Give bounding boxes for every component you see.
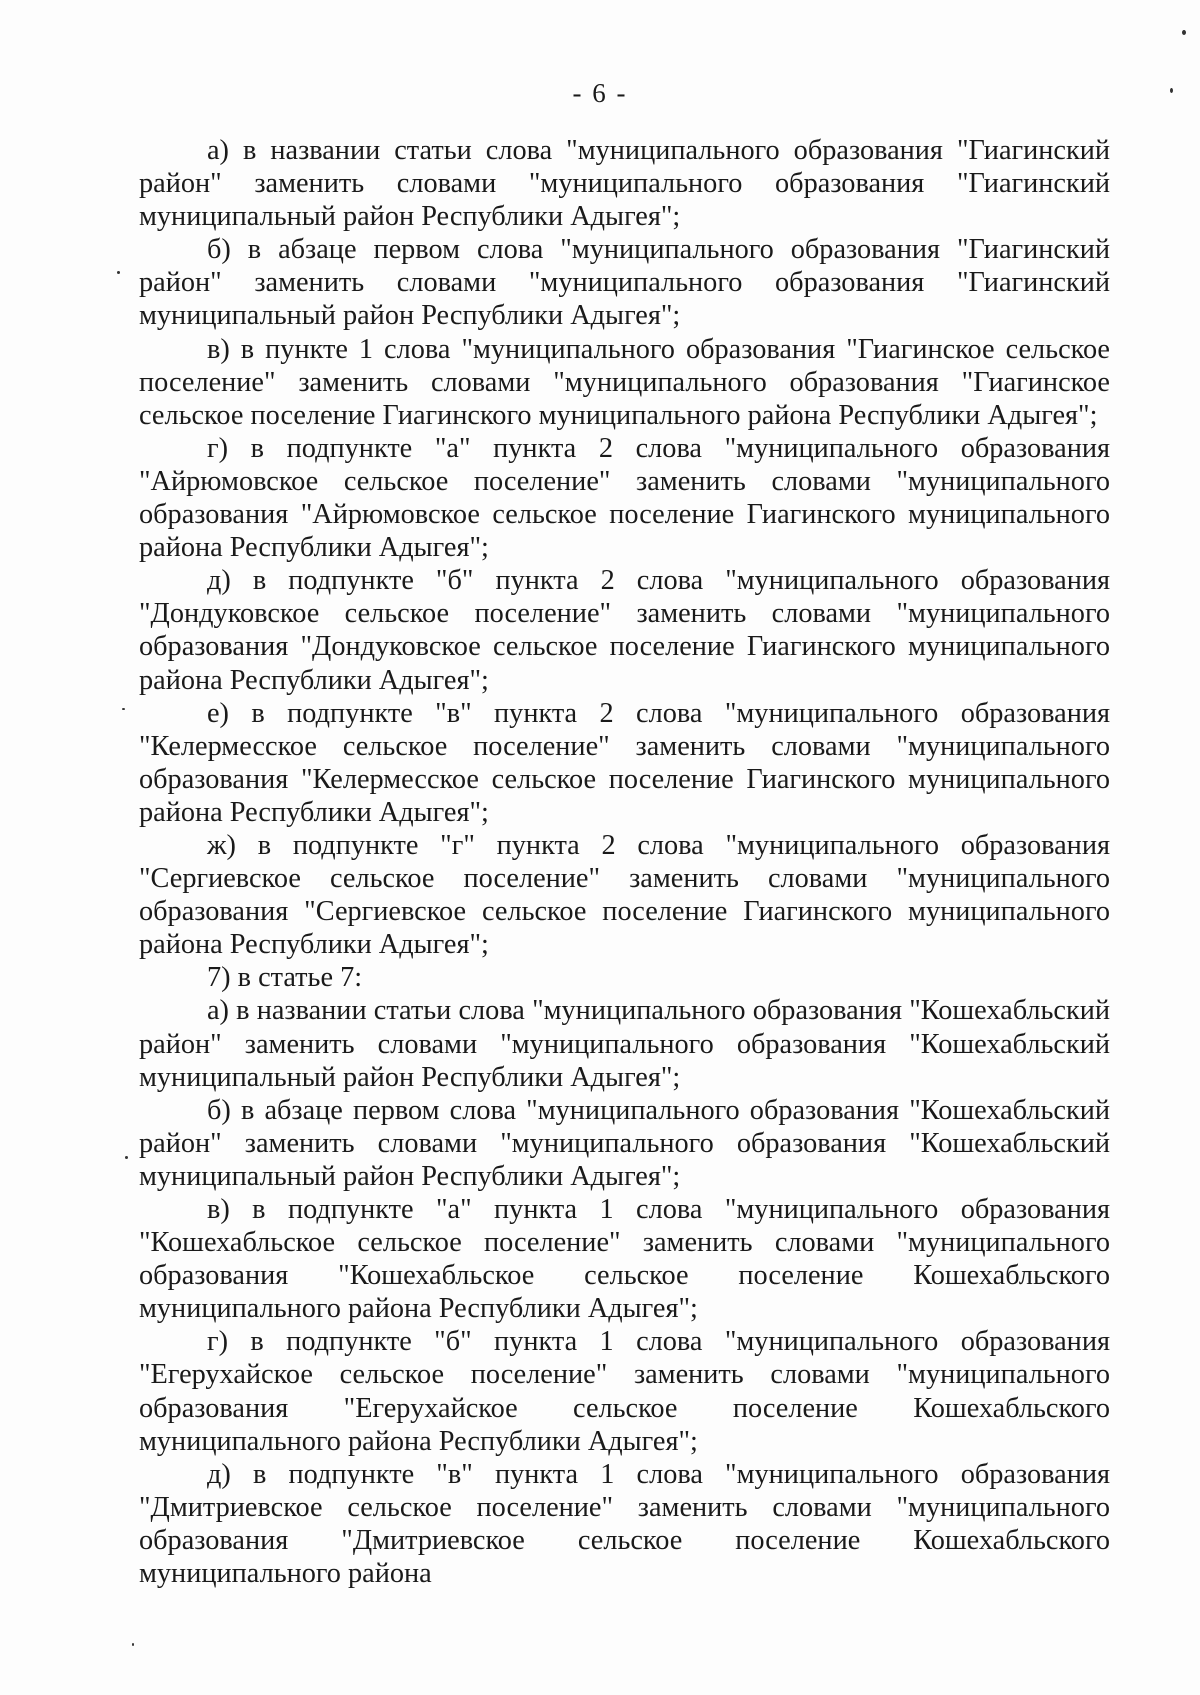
paragraph-zh-subitem-g: ж) в подпункте "г" пункта 2 слова "муниципального образования "Сергиевское сельское поселение" заменить словами "муниципального образования "Сергиевское сельское поселение Гиагинского муниципального района Республики Адыгея"; <box>139 829 1110 961</box>
paragraph-b-first-clause: б) в абзаце первом слова "муниципального образования "Гиагинский район" заменить словами "муниципального образования "Гиагинский муниципальный район Республики Адыгея"; <box>139 234 1110 332</box>
document-body <box>139 134 1110 1590</box>
scan-speck <box>125 1156 128 1159</box>
paragraph-d-subitem-b: д) в подпункте "б" пункта 2 слова "муниципального образования "Дондуковское сельское поселение" заменить словами "муниципального образования "Дондуковское сельское поселение Гиагинского муниципального района Республики Адыгея"; <box>139 565 1110 696</box>
paragraph-d-article-7-subitem-v: д) в подпункте "в" пункта 1 слова "муниципального образования "Дмитриевское сельское поселение" заменить словами "муниципального образования "Дмитриевское сельское поселение Кошехабльского муниципального района <box>139 1458 1110 1590</box>
paragraph-b-article-7-first-clause: б) в абзаце первом слова "муниципального образования "Кошехабльский район" заменить словами "муниципального образования "Кошехабльский муниципальный район Республики Адыгея"; <box>139 1094 1110 1192</box>
paragraph-g-subitem-a: г) в подпункте "а" пункта 2 слова "муниципального образования "Айрюмовское сельское поселение" заменить словами "муниципального образования "Айрюмовское сельское поселение Гиагинского муниципального района Республики Адыгея"; <box>139 432 1110 564</box>
paragraph-e-subitem-v: е) в подпункте "в" пункта 2 слова "муниципального образования "Келермесское сельское поселение" заменить словами "муниципального образования "Келермесское сельское поселение Гиагинского муниципального района Республики Адыгея"; <box>139 697 1110 828</box>
scan-speck <box>117 271 120 274</box>
section-heading-article-7: 7) в статье 7: <box>207 962 363 994</box>
paragraph-a-article-7-title: а) в названии статьи слова "муниципального образования "Кошехабльский район" заменить словами "муниципального образования "Кошехабльский муниципальный район Республики Адыгея"; <box>139 995 1110 1093</box>
paragraph-v-article-7-subitem-a: в) в подпункте "а" пункта 1 слова "муниципального образования "Кошехабльское сельское поселение" заменить словами "муниципального образования "Кошехабльское сельское поселение Кошехабльского муниципального района Республики Адыгея"; <box>139 1194 1110 1325</box>
paragraph-v-item-1: в) в пункте 1 слова "муниципального образования "Гиагинское сельское поселение" заменить словами "муниципального образования "Гиагинское сельское поселение Гиагинского муниципального района Республики Адыгея"; <box>139 333 1110 431</box>
paragraph-g-article-7-subitem-b: г) в подпункте "б" пункта 1 слова "муниципального образования "Егерухайское сельское поселение" заменить словами "муниципального образования "Егерухайское сельское поселение Кошехабльского муниципального района Республики Адыгея"; <box>139 1326 1110 1457</box>
scan-speck <box>122 708 125 710</box>
scan-speck <box>132 1643 134 1646</box>
paragraph-a-article-title: а) в названии статьи слова "муниципального образования "Гиагинский район" заменить словами "муниципального образования "Гиагинский муниципальный район Республики Адыгея"; <box>139 135 1110 233</box>
scan-speck <box>1182 30 1186 35</box>
page-number: - 6 - <box>572 78 628 108</box>
